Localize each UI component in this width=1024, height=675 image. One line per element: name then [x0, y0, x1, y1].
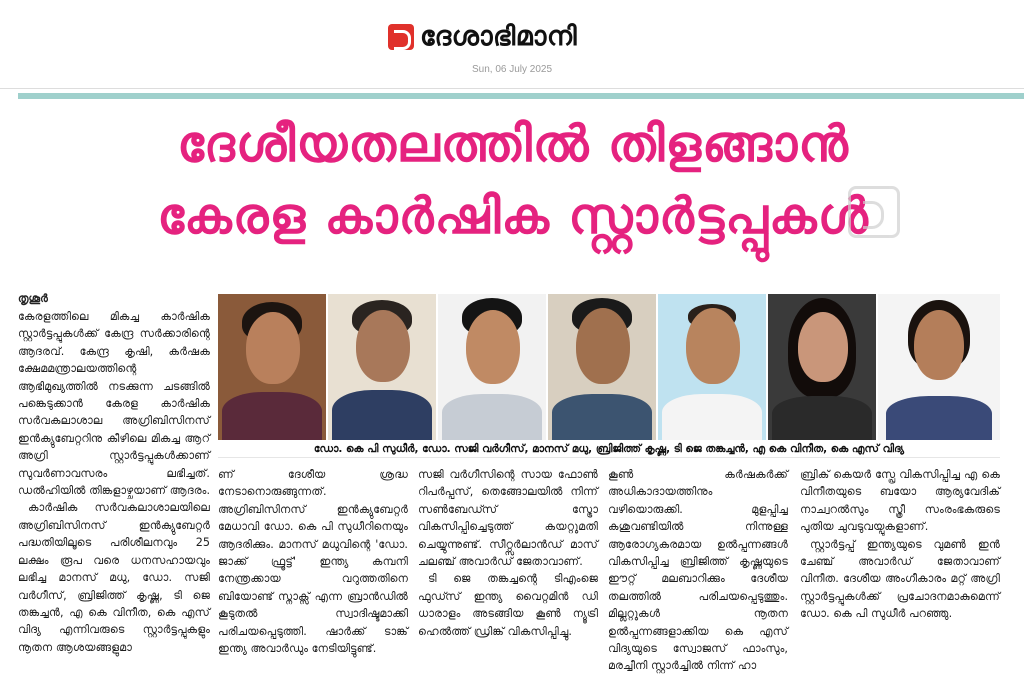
headline-line-2: കേരള കാർഷിക സ്റ്റാർട്ടപ്പുകൾ	[157, 187, 869, 245]
masthead-divider	[0, 88, 1024, 89]
portrait-photo	[878, 294, 1000, 440]
logo-text: ദേശാഭിമാനി	[420, 21, 578, 52]
site-logo[interactable]	[388, 20, 577, 54]
paragraph: ബ്രിക് കെയർ സ്പ്രേ വികസിപ്പിച്ച എ കെ വിനീതയുടെ ബയോ ആര്യവേദിക് നാച്വറൽസും സ്ത്രീ സംരംഭകരുടെ പുതിയ ചുവടുവയ്പുകളാണ്.	[800, 468, 1000, 534]
paragraph: കേരളത്തിലെ മികച്ച കാർഷിക സ്റ്റാർട്ടപ്പുകൾക്ക് കേന്ദ്ര സർക്കാരിന്റെ ആദരവ്. കേന്ദ്ര കൃഷി, കർഷക ക്ഷേമമന്ത്രാലയത്തിന്റെ ആഭിമുഖ്യത്തിൽ നടക്കുന്ന ചടങ്ങിൽ പങ്കെടുക്കാൻ കേരള കാർഷിക സർവകലാശാല അഗ്രിബിസിനസ് ഇൻക്യുബേറ്ററിനു കീഴിലെ മികച്ച ആറ് അഗ്രി സ്റ്റാർട്ടപ്പുകൾക്കാണ് സുവർണാവസരം ലഭിച്ചത്. ഡൽഹിയിൽ തിങ്കളാഴ്ചയാണ് ആദരം.	[18, 310, 210, 498]
portrait-photo	[768, 294, 876, 440]
watermark-logo-icon	[848, 186, 900, 238]
article-column-3	[418, 466, 598, 640]
paragraph: സ്റ്റാർട്ടപ്പ് ഇന്ത്യയുടെ വുമൺ ഇൻ ചേഞ്ച് അവാർഡ് ജേതാവാണ് വിനീത. ദേശീയ അംഗീകാരം മറ്റ് അഗ്രി സ്റ്റാർട്ടപ്പുകൾക്ക് പ്രചോദനമാകുമെന്ന് ഡോ. കെ പി സുധീർ പറഞ്ഞു.	[800, 537, 1000, 621]
paragraph: ണ് ദേശീയ ശ്രദ്ധ നേടാനൊരുങ്ങുന്നത്. അഗ്രിബിസിനസ് ഇൻക്യുബേറ്റർ മേധാവി ഡോ. കെ പി സുധീറിനെയും ആദരിക്കും. മാനസ് മധുവിന്റെ 'ഡോ. ജാക്ക് ഫ്രൂട്ട്' ഇന്ത്യ കമ്പനി നേന്ത്രക്കായ വറുത്തതിനെ ബിയോണ്ട് സ്നാക്സ് എന്ന ബ്രാൻഡിൽ കൂടുതൽ സ്വാദിഷ്ടമാക്കി പരിചയപ്പെടുത്തി. ഷാർക്ക് ടാങ്ക് ഇന്ത്യ അവാർഡും നേടിയിട്ടുണ്ട്.	[218, 468, 408, 656]
publication-date: Sun, 06 July 2025	[471, 64, 553, 75]
article-column-5	[800, 466, 1000, 623]
portrait-photo	[218, 294, 326, 440]
paragraph: സജി വർഗീസിന്റെ സായ ഫോൺ റിപർപ്പസ്, തെങ്ങോലയിൽ നിന്ന് സൺബേഡ്സ് സ്ട്രോ വികസിപ്പിച്ചെടുത്ത് കയറ്റുമതി ചെയ്യുന്നുണ്ട്. സീറ്റ്സർലാൻഡ് മാസ് ചലഞ്ച് അവാർഡ് ജേതാവാണ്.	[418, 468, 598, 569]
portrait-photo	[438, 294, 546, 440]
paragraph: ടി ജെ തങ്കച്ചന്റെ ടിഎംജെ ഫുഡ്സ് ഇന്ത്യ വൈറ്റമിൻ ഡി ധാരാളം അടങ്ങിയ കൂൺ ന്യൂട്രി ഹെൽത്ത് ഡ്രിങ്ക് വികസിപ്പിച്ചു.	[418, 572, 598, 638]
article-column-4	[608, 466, 788, 675]
article-column-1	[18, 308, 210, 656]
masthead	[0, 0, 1024, 88]
accent-bar	[18, 93, 1024, 99]
paragraph: കാർഷിക സർവകലാശാലയിലെ അഗ്രിബിസിനസ് ഇൻക്യുബേറ്റർ പദ്ധതിയിലൂടെ പരിശീലനവും 25 ലക്ഷം രൂപ വരെ ധനസഹായവും ലഭിച്ച മാനസ് മധു, ഡോ. സജി വർഗീസ്, ബ്രിജിത്ത് കൃഷ്ണ, ടി ജെ തങ്കച്ചൻ, എ കെ വിനീത, കെ എസ് വിദ്യ എന്നിവരുടെ സ്റ്റാർട്ടപ്പുകളും നൂതന ആശയങ്ങളുമാ	[18, 501, 210, 654]
article-column-2	[218, 466, 408, 657]
dateline: തൃശൂർ	[18, 292, 48, 305]
portrait-photo	[328, 294, 436, 440]
photo-strip	[218, 294, 1000, 440]
photo-caption: ഡോ. കെ പി സുധീർ, ഡോ. സജി വർഗീസ്, മാനസ് മധു, ബ്രിജിത്ത് കൃഷ്ണ, ടി ജെ തങ്കച്ചൻ, എ കെ വിനീത, കെ എസ് വിദ്യ	[218, 440, 1000, 458]
headline-line-1: ദേശീയതലത്തിൽ തിളങ്ങാൻ	[177, 115, 849, 173]
portrait-photo	[658, 294, 766, 440]
portrait-photo	[548, 294, 656, 440]
paragraph: കൂൺ കർഷകർക്ക് അധികാദായത്തിനും വഴിയൊരുക്കി. മുളപ്പിച്ച കശുവണ്ടിയിൽ നിന്നുള്ള ആരോഗ്യകരമായ ഉൽപ്പന്നങ്ങൾ വികസിപ്പിച്ച ബ്രിജിത്ത് കൃഷ്ണയുടെ ഈറ്റ് മലബാറിക്കും ദേശീയ തലത്തിൽ പരിചയപ്പെടുത്തും. മില്ലറ്റുകൾ നൂതന ഉൽപ്പന്നങ്ങളാക്കിയ കെ എസ് വിദ്യയുടെ സ്വോജസ് ഫാംസും, മരച്ചീനി സ്റ്റാർച്ചിൽ നിന്ന് ഹാ	[608, 468, 788, 673]
logo-mark-icon	[388, 24, 414, 50]
